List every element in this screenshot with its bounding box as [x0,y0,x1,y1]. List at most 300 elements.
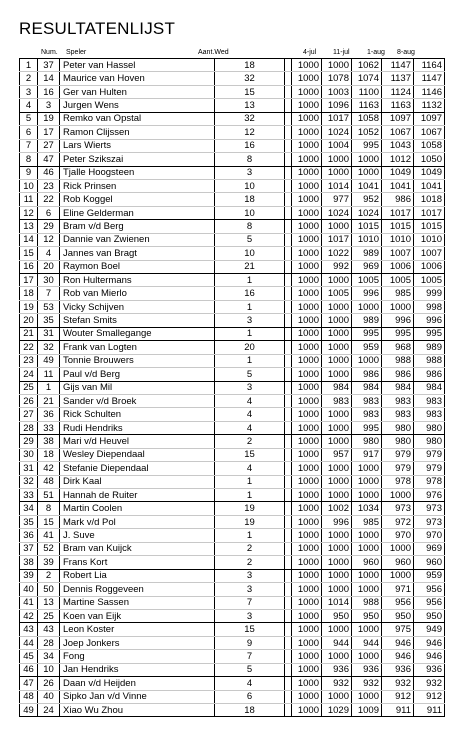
rating-1-aug-cell: 986 [382,368,414,381]
games-count-cell: 10 [215,247,285,260]
page-title: RESULTATENLIJST [19,19,176,38]
spacer-cell [285,314,292,327]
games-count-cell: 15 [215,448,285,461]
table-row [20,569,445,582]
base-rating-cell: 1000 [292,596,322,609]
table-row [20,99,445,112]
spacer-cell [285,542,292,555]
table-row [20,112,445,125]
rating-4-jul-cell: 1000 [322,529,352,542]
table-row [20,408,445,421]
games-count-cell: 10 [215,206,285,219]
rating-11-jul-cell: 1041 [352,179,382,192]
player-number-cell: 50 [38,583,60,596]
spacer-cell [285,583,292,596]
player-number-cell: 6 [38,206,60,219]
table-row [20,462,445,475]
table-row [20,623,445,636]
results-table-body [20,59,445,717]
rating-8-aug-cell: 1006 [414,260,445,273]
rating-8-aug-cell: 988 [414,354,445,367]
table-row [20,247,445,260]
rating-8-aug-cell: 960 [414,556,445,569]
player-number-cell: 40 [38,690,60,703]
rating-1-aug-cell: 1163 [382,99,414,112]
player-number-cell: 31 [38,327,60,340]
rating-4-jul-cell: 1003 [322,85,352,98]
spacer-cell [285,287,292,300]
rating-11-jul-cell: 983 [352,394,382,407]
player-number-cell: 47 [38,153,60,166]
player-name-cell: Martine Sassen [60,596,215,609]
player-number-cell: 51 [38,489,60,502]
table-row [20,220,445,233]
rank-cell: 42 [20,609,38,622]
spacer-cell [285,596,292,609]
table-row [20,448,445,461]
base-rating-cell: 1000 [292,220,322,233]
rating-8-aug-cell: 973 [414,515,445,528]
player-name-cell: Remko van Opstal [60,112,215,125]
games-count-cell: 8 [215,220,285,233]
player-name-cell: Leon Koster [60,623,215,636]
table-row [20,636,445,649]
rank-cell: 3 [20,85,38,98]
games-count-cell: 2 [215,542,285,555]
spacer-cell [285,515,292,528]
rating-11-jul-cell: 988 [352,596,382,609]
games-count-cell: 6 [215,690,285,703]
table-row [20,72,445,85]
table-row [20,502,445,515]
player-number-cell: 19 [38,112,60,125]
games-count-cell: 3 [215,381,285,394]
player-name-cell: Rob van Mierlo [60,287,215,300]
spacer-cell [285,435,292,448]
rank-cell: 14 [20,233,38,246]
rating-11-jul-cell: 960 [352,556,382,569]
player-number-cell: 12 [38,233,60,246]
player-number-cell: 48 [38,475,60,488]
player-name-cell: Ger van Hulten [60,85,215,98]
rating-1-aug-cell: 979 [382,448,414,461]
rating-8-aug-cell: 932 [414,677,445,690]
rating-11-jul-cell: 995 [352,327,382,340]
base-rating-cell: 1000 [292,139,322,152]
player-number-cell: 28 [38,636,60,649]
table-row [20,394,445,407]
rating-11-jul-cell: 1052 [352,126,382,139]
base-rating-cell: 1000 [292,99,322,112]
player-number-cell: 53 [38,300,60,313]
player-number-cell: 2 [38,569,60,582]
header-games: Aant.Wed [198,49,229,56]
base-rating-cell: 1000 [292,583,322,596]
spacer-cell [285,448,292,461]
rating-4-jul-cell: 1000 [322,421,352,434]
player-number-cell: 46 [38,166,60,179]
base-rating-cell: 1000 [292,475,322,488]
rating-11-jul-cell: 1000 [352,650,382,663]
player-number-cell: 26 [38,677,60,690]
rank-cell: 16 [20,260,38,273]
rank-cell: 47 [20,677,38,690]
player-number-cell: 29 [38,220,60,233]
games-count-cell: 1 [215,489,285,502]
rating-8-aug-cell: 946 [414,636,445,649]
games-count-cell: 13 [215,99,285,112]
table-row [20,381,445,394]
rank-cell: 12 [20,206,38,219]
player-number-cell: 42 [38,462,60,475]
base-rating-cell: 1000 [292,381,322,394]
base-rating-cell: 1000 [292,193,322,206]
player-number-cell: 17 [38,126,60,139]
rating-1-aug-cell: 1005 [382,274,414,287]
player-number-cell: 30 [38,274,60,287]
rating-8-aug-cell: 946 [414,650,445,663]
rating-11-jul-cell: 1000 [352,690,382,703]
player-name-cell: Maurice van Hoven [60,72,215,85]
player-name-cell: Stefanie Diependaal [60,462,215,475]
rating-4-jul-cell: 1000 [322,327,352,340]
rating-4-jul-cell: 957 [322,448,352,461]
table-row [20,193,445,206]
games-count-cell: 4 [215,421,285,434]
rating-4-jul-cell: 1078 [322,72,352,85]
rating-4-jul-cell: 1000 [322,300,352,313]
base-rating-cell: 1000 [292,260,322,273]
player-name-cell: Bram van Kuijck [60,542,215,555]
rank-cell: 4 [20,99,38,112]
rating-8-aug-cell: 911 [414,704,445,717]
table-row [20,677,445,690]
rating-1-aug-cell: 980 [382,421,414,434]
spacer-cell [285,59,292,72]
rank-cell: 2 [20,72,38,85]
rating-8-aug-cell: 1164 [414,59,445,72]
rank-cell: 35 [20,515,38,528]
rating-8-aug-cell: 949 [414,623,445,636]
rating-4-jul-cell: 944 [322,636,352,649]
spacer-cell [285,556,292,569]
header-date-4: 8-aug [397,49,415,56]
rank-cell: 45 [20,650,38,663]
player-name-cell: Ron Hultermans [60,274,215,287]
player-name-cell: Vicky Schijven [60,300,215,313]
spacer-cell [285,153,292,166]
rating-8-aug-cell: 983 [414,394,445,407]
player-number-cell: 23 [38,179,60,192]
player-number-cell: 25 [38,609,60,622]
rating-11-jul-cell: 1000 [352,569,382,582]
rating-4-jul-cell: 936 [322,663,352,676]
player-name-cell: Martin Coolen [60,502,215,515]
table-row [20,327,445,340]
rating-4-jul-cell: 983 [322,394,352,407]
spacer-cell [285,650,292,663]
player-number-cell: 39 [38,556,60,569]
table-row [20,260,445,273]
rating-1-aug-cell: 1000 [382,489,414,502]
rating-8-aug-cell: 976 [414,489,445,502]
rating-11-jul-cell: 980 [352,435,382,448]
rating-4-jul-cell: 992 [322,260,352,273]
base-rating-cell: 1000 [292,247,322,260]
rating-1-aug-cell: 1097 [382,112,414,125]
base-rating-cell: 1000 [292,354,322,367]
base-rating-cell: 1000 [292,206,322,219]
player-name-cell: Bram v/d Berg [60,220,215,233]
rating-11-jul-cell: 969 [352,260,382,273]
rating-8-aug-cell: 1058 [414,139,445,152]
rating-11-jul-cell: 1000 [352,166,382,179]
rating-8-aug-cell: 973 [414,502,445,515]
player-number-cell: 21 [38,394,60,407]
table-row [20,206,445,219]
base-rating-cell: 1000 [292,650,322,663]
rank-cell: 26 [20,394,38,407]
player-number-cell: 18 [38,448,60,461]
spacer-cell [285,408,292,421]
games-count-cell: 4 [215,394,285,407]
player-number-cell: 7 [38,287,60,300]
rating-4-jul-cell: 1000 [322,341,352,354]
base-rating-cell: 1000 [292,515,322,528]
player-name-cell: Tonnie Brouwers [60,354,215,367]
games-count-cell: 16 [215,287,285,300]
rating-1-aug-cell: 1137 [382,72,414,85]
rating-8-aug-cell: 959 [414,569,445,582]
rank-cell: 18 [20,287,38,300]
player-number-cell: 24 [38,704,60,717]
base-rating-cell: 1000 [292,72,322,85]
rating-1-aug-cell: 975 [382,623,414,636]
rating-8-aug-cell: 979 [414,462,445,475]
player-name-cell: Wouter Smallegange [60,327,215,340]
rating-8-aug-cell: 999 [414,287,445,300]
games-count-cell: 9 [215,636,285,649]
rating-4-jul-cell: 1000 [322,690,352,703]
table-row [20,85,445,98]
rating-4-jul-cell: 1000 [322,542,352,555]
rating-4-jul-cell: 932 [322,677,352,690]
rating-1-aug-cell: 1010 [382,233,414,246]
rating-8-aug-cell: 984 [414,381,445,394]
player-name-cell: Ramon Clijssen [60,126,215,139]
table-row [20,515,445,528]
player-number-cell: 36 [38,408,60,421]
rating-11-jul-cell: 996 [352,287,382,300]
rating-4-jul-cell: 1024 [322,206,352,219]
rating-4-jul-cell: 1000 [322,569,352,582]
table-row [20,704,445,717]
table-row [20,166,445,179]
spacer-cell [285,623,292,636]
rating-8-aug-cell: 912 [414,690,445,703]
base-rating-cell: 1000 [292,556,322,569]
player-name-cell: Hannah de Ruiter [60,489,215,502]
table-row [20,341,445,354]
rating-4-jul-cell: 1005 [322,287,352,300]
header-date-2: 11-jul [333,49,350,56]
rating-11-jul-cell: 989 [352,314,382,327]
rating-4-jul-cell: 1014 [322,179,352,192]
rank-cell: 9 [20,166,38,179]
rating-1-aug-cell: 970 [382,529,414,542]
rating-1-aug-cell: 956 [382,596,414,609]
rating-1-aug-cell: 984 [382,381,414,394]
rating-11-jul-cell: 1000 [352,583,382,596]
games-count-cell: 1 [215,327,285,340]
rating-1-aug-cell: 1000 [382,300,414,313]
player-number-cell: 16 [38,85,60,98]
rating-8-aug-cell: 1015 [414,220,445,233]
header-player: Speler [66,49,87,56]
player-name-cell: Joep Jonkers [60,636,215,649]
games-count-cell: 18 [215,193,285,206]
rating-4-jul-cell: 1000 [322,462,352,475]
rating-1-aug-cell: 978 [382,475,414,488]
rating-8-aug-cell: 980 [414,435,445,448]
rating-1-aug-cell: 1012 [382,153,414,166]
rank-cell: 27 [20,408,38,421]
rank-cell: 38 [20,556,38,569]
rating-11-jul-cell: 1024 [352,206,382,219]
table-row [20,300,445,313]
rating-4-jul-cell: 977 [322,193,352,206]
games-count-cell: 12 [215,126,285,139]
rating-4-jul-cell: 1000 [322,435,352,448]
player-number-cell: 49 [38,354,60,367]
rating-8-aug-cell: 980 [414,421,445,434]
player-number-cell: 11 [38,368,60,381]
spacer-cell [285,462,292,475]
rating-11-jul-cell: 1000 [352,153,382,166]
spacer-cell [285,99,292,112]
player-name-cell: Rudi Hendriks [60,421,215,434]
player-name-cell: Paul v/d Berg [60,368,215,381]
spacer-cell [285,274,292,287]
results-table [19,58,445,717]
player-name-cell: Jan Hendriks [60,663,215,676]
player-name-cell: Frans Kort [60,556,215,569]
spacer-cell [285,220,292,233]
rank-cell: 10 [20,179,38,192]
games-count-cell: 7 [215,650,285,663]
base-rating-cell: 1000 [292,153,322,166]
player-name-cell: Stefan Smits [60,314,215,327]
games-count-cell: 15 [215,623,285,636]
rating-1-aug-cell: 988 [382,354,414,367]
base-rating-cell: 1000 [292,489,322,502]
spacer-cell [285,354,292,367]
rank-cell: 19 [20,300,38,313]
rating-8-aug-cell: 936 [414,663,445,676]
rank-cell: 43 [20,623,38,636]
player-number-cell: 10 [38,663,60,676]
player-number-cell: 1 [38,381,60,394]
spacer-cell [285,475,292,488]
spacer-cell [285,193,292,206]
rating-4-jul-cell: 1000 [322,556,352,569]
rank-cell: 6 [20,126,38,139]
rating-11-jul-cell: 932 [352,677,382,690]
rating-4-jul-cell: 950 [322,609,352,622]
table-row [20,179,445,192]
rating-4-jul-cell: 1004 [322,139,352,152]
rating-11-jul-cell: 959 [352,341,382,354]
spacer-cell [285,704,292,717]
rating-1-aug-cell: 983 [382,394,414,407]
rating-11-jul-cell: 995 [352,421,382,434]
base-rating-cell: 1000 [292,636,322,649]
player-number-cell: 34 [38,650,60,663]
player-name-cell: Peter van Hassel [60,59,215,72]
games-count-cell: 2 [215,435,285,448]
rating-1-aug-cell: 1043 [382,139,414,152]
rating-8-aug-cell: 986 [414,368,445,381]
rating-1-aug-cell: 986 [382,193,414,206]
rating-4-jul-cell: 1024 [322,126,352,139]
rating-8-aug-cell: 1067 [414,126,445,139]
rating-11-jul-cell: 1000 [352,354,382,367]
spacer-cell [285,502,292,515]
spacer-cell [285,300,292,313]
games-count-cell: 4 [215,408,285,421]
table-row [20,690,445,703]
spacer-cell [285,126,292,139]
rank-cell: 44 [20,636,38,649]
rating-11-jul-cell: 952 [352,193,382,206]
base-rating-cell: 1000 [292,300,322,313]
rank-cell: 29 [20,435,38,448]
games-count-cell: 5 [215,233,285,246]
player-name-cell: Xiao Wu Zhou [60,704,215,717]
table-row [20,153,445,166]
games-count-cell: 20 [215,341,285,354]
base-rating-cell: 1000 [292,623,322,636]
table-row [20,529,445,542]
player-name-cell: Sander v/d Broek [60,394,215,407]
base-rating-cell: 1000 [292,663,322,676]
spacer-cell [285,609,292,622]
spacer-cell [285,247,292,260]
player-name-cell: Jurgen Wens [60,99,215,112]
rating-8-aug-cell: 956 [414,583,445,596]
games-count-cell: 32 [215,72,285,85]
player-number-cell: 8 [38,502,60,515]
header-num: Num. [41,49,58,56]
base-rating-cell: 1000 [292,502,322,515]
rating-1-aug-cell: 971 [382,583,414,596]
rating-1-aug-cell: 946 [382,636,414,649]
rating-11-jul-cell: 1058 [352,112,382,125]
rating-1-aug-cell: 979 [382,462,414,475]
rating-11-jul-cell: 950 [352,609,382,622]
games-count-cell: 18 [215,704,285,717]
base-rating-cell: 1000 [292,274,322,287]
rank-cell: 8 [20,153,38,166]
rating-4-jul-cell: 1000 [322,274,352,287]
rank-cell: 37 [20,542,38,555]
player-name-cell: Eline Gelderman [60,206,215,219]
player-name-cell: Fong [60,650,215,663]
games-count-cell: 32 [215,112,285,125]
rating-11-jul-cell: 986 [352,368,382,381]
base-rating-cell: 1000 [292,327,322,340]
player-name-cell: Dannie van Zwienen [60,233,215,246]
